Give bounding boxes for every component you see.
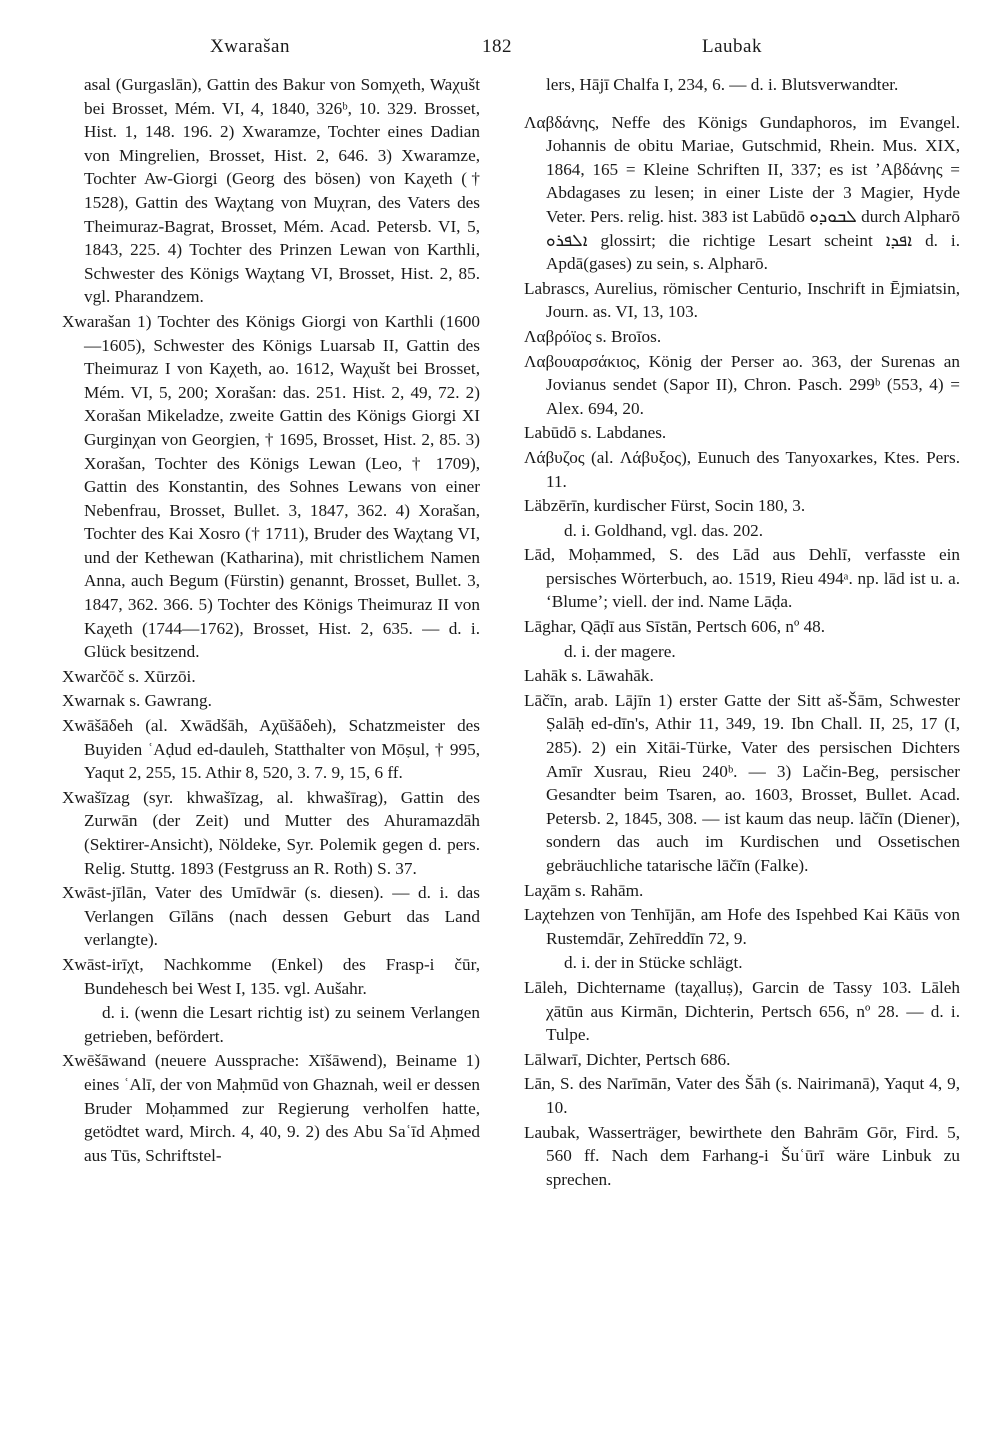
dictionary-entry: Läbzērīn, kurdischer Fürst, Socin 180, 3.: [524, 496, 806, 516]
dictionary-entry: Lān, S. des Narīmān, Vater des Šāh (s. Nairimanā), Yaqut 4, 9, 10.: [524, 1074, 960, 1117]
dictionary-entry: Laubak, Wasserträger, bewirthete den Bahrām Gōr, Fird. 5, 560 ff. Nach dem Farhang-i Šuʿūrī wäre Linbuk zu sprechen.: [524, 1122, 960, 1189]
dictionary-entry: Λαβρόϊος s. Broīos.: [524, 326, 662, 346]
dictionary-entry: Lāčīn, arab. Lājīn 1) erster Gatte der Sitt aš-Šām, Schwester Ṣalāḥ ed-dīn's, Athir 11, 349, 19. Ibn Chall. II, 25, 17 (I, 285). 2) ein Xitāi-Türke, Vater des persischen Dichters Amīr Xusrau, Rieu 240ᵇ. — 3) Lačin-Beg, persischer Gesandter beim Tsaren, ao. 1603, Brosset, Bullet. Acad. Petersb. 2, 1845, 308. — ist kaum das neup. lāčīn (Diener), sondern das auch im Kurdischen und Ossetischen gebräuchliche tatarische lāčīn (Falke).: [524, 690, 960, 875]
right-column: [524, 73, 960, 1192]
dictionary-entry: Lahāk s. Lāwahāk.: [524, 666, 654, 686]
entry-subnote: d. i. (wenn die Lesart richtig ist) zu seinem Verlangen getrieben, befördert.: [84, 1003, 480, 1046]
page-number: 182: [482, 36, 512, 57]
dictionary-entry: Xwarašan 1) Tochter des Königs Giorgi von Karthli (1600—1605), Schwester des Königs Luarsab II, Gattin des Theimuraz I von Kaχeth, ao. 1612, Waχušt bei Brosset, Mém. VI, 5, 200; Xorašan: das. 251. Hist. 2, 49, 72. 2) Xorašan Mikeladze, zweite Gattin des Königs Giorgi XI Gurginχan von Georgien, † 1695, Brosset, Hist. 2, 85. 3) Xorašan, Tochter des Königs Lewan (Leo, † 1709), Gattin des Konstantin, des Sohnes Lewans von einer Nebenfrau, Brosset, Bullet. 3, 1847, 362. 4) Xorašan, Tochter des Kai Xosro († 1711), Bruder des Waχtang VI, und der Kethewan (Katharina), mit christlichem Namen Anna, auch Begum (Fürstin) genannt, Brosset, Bullet. 3, 1847, 362. 366. 5) Tochter des Königs Theimuraz II von Kaχeth (1744—1762), Brosset, Hist. 2, 635. — d. i. Glück besitzend.: [62, 311, 480, 662]
dictionary-entry: Xwēšāwand (neuere Aussprache: Xīšāwend), Beiname 1) eines ʿAlī, der von Maḥmūd von Ghaznah, weil er dessen Bruder Moḥammed zur Regierung verholfen hatte, getödtet ward, Mirch. 4, 40, 9. 2) des Abu Saʿīd Aḥmed aus Tūs, Schriftstel-: [62, 1051, 480, 1165]
dictionary-entry: Λαβουαρσάκιος, König der Perser ao. 363, der Surenas an Jovianus sendet (Sapor II), Chron. Pasch. 299ᵇ (553, 4) = Alex. 694, 20.: [524, 351, 960, 418]
dictionary-entry: Xwarnak s. Gawrang.: [62, 691, 212, 711]
dictionary-entry: Lād, Moḥammed, S. des Lād aus Dehlī, verfasste ein persisches Wörterbuch, ao. 1519, Rieu 494ᵃ. np. lād ist u. a. ʻBlumeʼ; viell. der ind. Name Lāḍa.: [524, 545, 960, 612]
dictionary-entry: Xwarčōč s. Xūrzōi.: [62, 666, 196, 686]
dictionary-entry: Xwašīzag (syr. khwašīzag, al. khwašīrag), Gattin des Zurwān (der Zeit) und Mutter des Ahuramazdāh (Sektirer-Ansicht), Nöldeke, Syr. Polemik gegen d. pers. Relig. Stuttg. 1893 (Festgruss an R. Roth) S. 37.: [62, 787, 480, 878]
header-left-keyword: Xwarašan: [210, 36, 290, 57]
entry-continuation: asal (Gurgaslān), Gattin des Bakur von Somχeth, Waχušt bei Brosset, Mém. VI, 4, 1840, 326ᵇ, 10. 329. Brosset, Hist. 1, 148. 196. 2) Xwaramze, Tochter eines Dadian von Mingrelien, Brosset, Hist. 2, 646. 3) Xwaramze, Tochter Aw-Giorgi (Georg des bösen) von Kaχeth († 1528), Gattin des Waχtang von Muχran, des Vaters des Theimuraz-Bagrat, Brosset, Mém. Acad. Petersb. VI, 5, 1843, 225. 4) Tochter des Prinzen Lewan von Karthli, Schwester des Königs Waχtang VI, Brosset, Hist. 2, 85. vgl. Pharandzem.: [84, 75, 480, 307]
dictionary-entry: Xwāšāδeh (al. Xwādšāh, Aχūšāδeh), Schatzmeister des Buyiden ʿAḍud ed-dauleh, Statthalter von Mōṣul, † 995, Yaqut 2, 255, 15. Athir 8, 520, 3. 7. 9, 15, 6 ff.: [62, 716, 480, 783]
left-column: [62, 73, 480, 1168]
dictionary-entry: Λαβδάνης, Neffe des Königs Gundaphoros, im Evangel. Johannis de obitu Mariae, Gutschmid, Rhein. Mus. XIX, 1864, 165 = Kleine Schriften II, 337; es ist ʼΑβδάνης = Abdagases zu lesen; in einer Liste der 3 Magier, Hyde Veter. Pers. relig. hist. 383 ist Labūdō ܠܒܘܕܘ durch Alpharō ܐܠܦܪܘ glossirt; die richtige Lesart scheint ܐܦܕܐ d. i. Apdā(gases) zu sein, s. Alpharō.: [524, 112, 960, 274]
dictionary-entry: Laχtehzen von Tenhījān, am Hofe des Ispehbed Kai Kāūs von Rustemdār, Zehīreddīn 72, 9.: [524, 905, 960, 948]
entry-subnote: d. i. der magere.: [564, 641, 676, 661]
dictionary-entry: Lāghar, Qāḍī aus Sīstān, Pertsch 606, nº 48.: [524, 617, 826, 637]
dictionary-entry: Labūdō s. Labdanes.: [524, 423, 667, 443]
dictionary-entry: Labrascs, Aurelius, römischer Centurio, Inschrift in Ējmiatsin, Journ. as. VI, 13, 103.: [524, 278, 960, 322]
dictionary-entry: Xwāst-jīlān, Vater des Umīdwār (s. diesen). — d. i. das Verlangen Gīlāns (nach dessen Geburt das Land verlangte).: [62, 883, 480, 950]
dictionary-entry: Laχām s. Rahām.: [524, 880, 644, 900]
dictionary-entry: Xwāst-irīχt, Nachkomme (Enkel) des Frasp-i čūr, Bundehesch bei West I, 135. vgl. Aušahr.: [62, 954, 480, 998]
header-right-keyword: Laubak: [702, 36, 762, 57]
running-header: [62, 30, 960, 60]
dictionary-entry: Lāleh, Dichtername (taχalluṣ), Garcin de Tassy 103. Lāleh χātūn aus Kirmān, Dichterin, Pertsch 656, nº 28. — d. i. Tulpe.: [524, 977, 960, 1045]
entry-subnote: d. i. der in Stücke schlägt.: [564, 953, 743, 973]
dictionary-entry: Λάβυζος (al. Λάβυξος), Eunuch des Tanyoxarkes, Ktes. Pers. 11.: [524, 447, 960, 491]
dictionary-entry: Lālwarī, Dichter, Pertsch 686.: [524, 1049, 731, 1069]
entry-continuation: lers, Hājī Chalfa I, 234, 6. — d. i. Blutsverwandter.: [546, 75, 899, 94]
entry-subnote: d. i. Goldhand, vgl. das. 202.: [564, 520, 764, 540]
